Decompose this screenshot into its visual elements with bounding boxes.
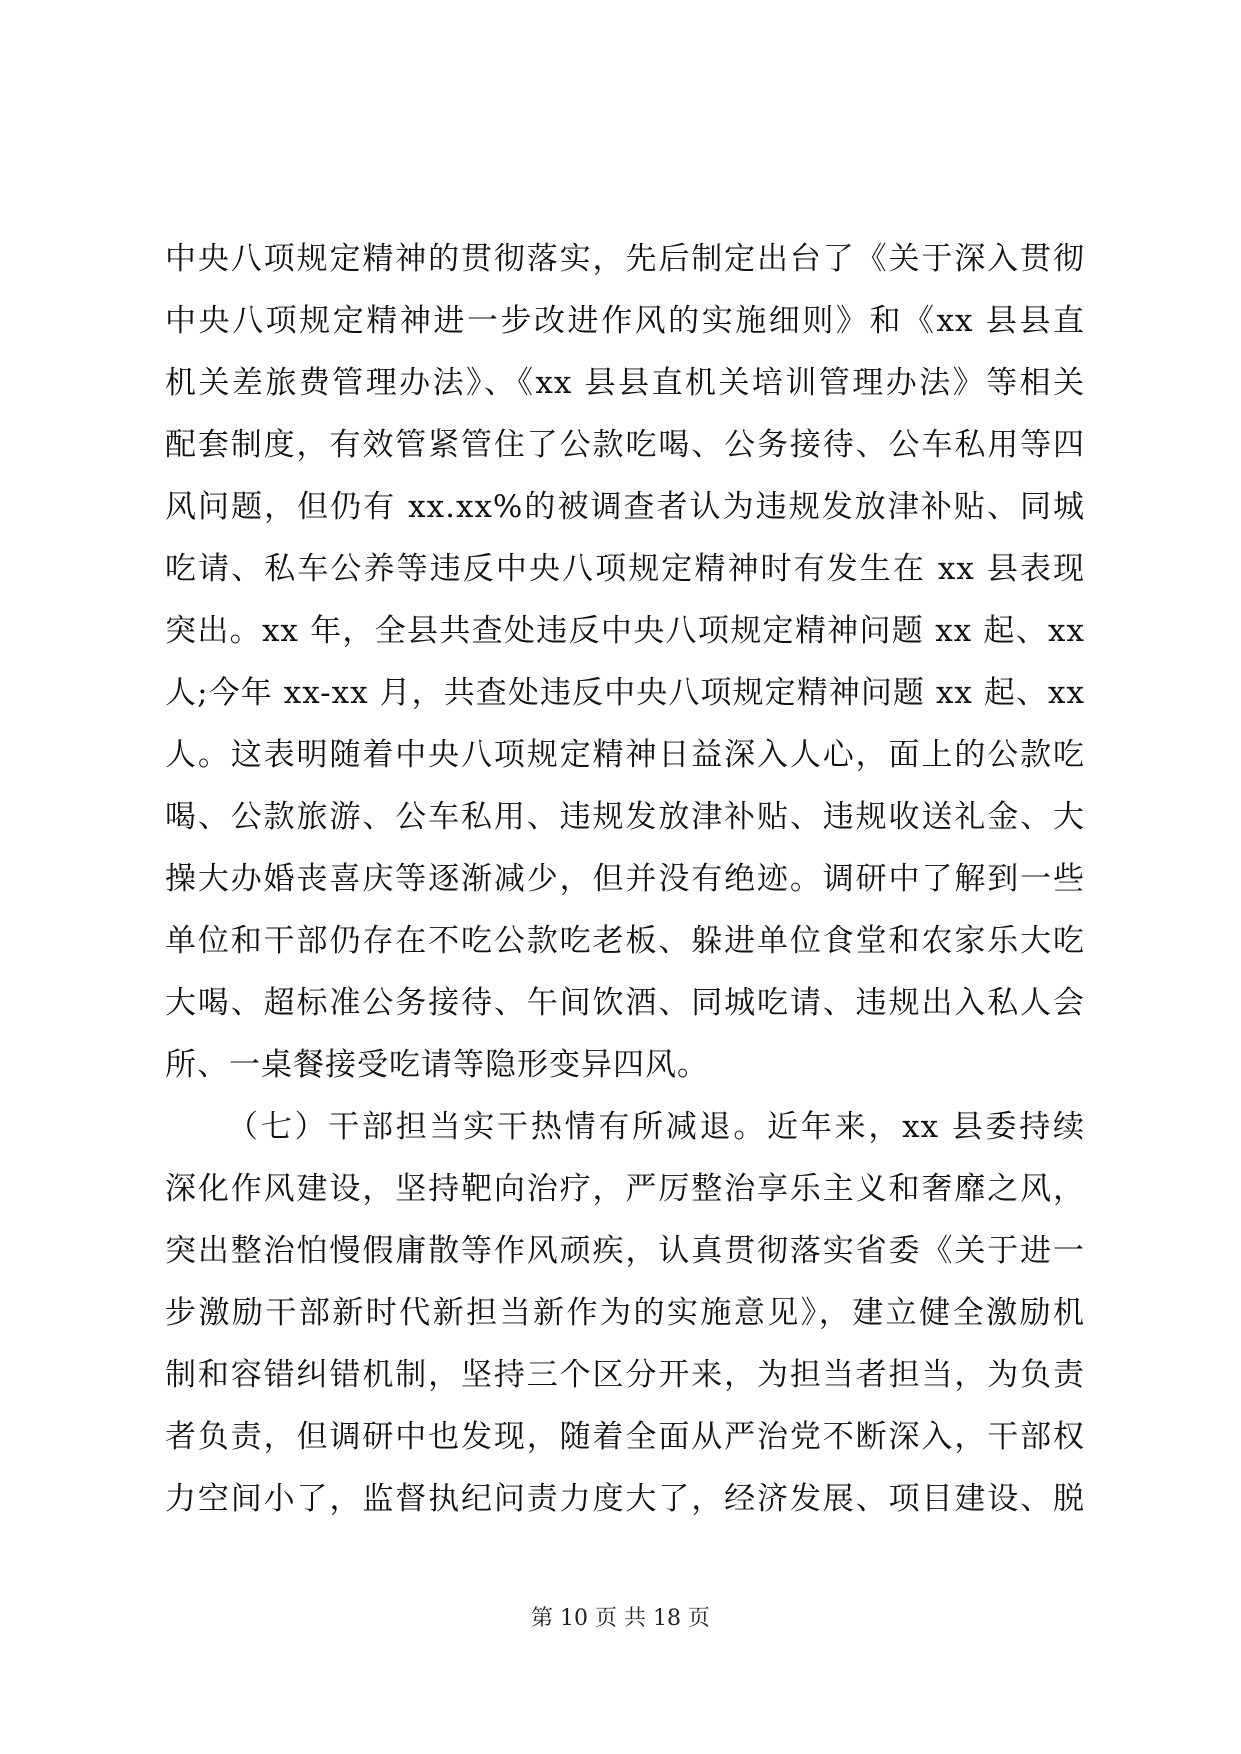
text-line: 操大办婚丧喜庆等逐渐减少，但并没有绝迹。调研中了解到一些: [165, 861, 1085, 897]
text-line: 力空间小了，监督执纪问责力度大了，经济发展、项目建设、脱: [165, 1481, 1085, 1517]
text-line: 配套制度，有效管紧管住了公款吃喝、公务接待、公车私用等四: [165, 427, 1085, 463]
text-line: 深化作风建设，坚持靶向治疗，严厉整治享乐主义和奢靡之风，: [165, 1171, 1085, 1207]
section-heading-line: （七）干部担当实干热情有所减退。近年来，xx 县委持续: [227, 1109, 1085, 1145]
text-line: 突出。xx 年，全县共查处违反中央八项规定精神问题 xx 起、xx: [165, 613, 1085, 649]
body-text: [165, 228, 1085, 1530]
text-line: 吃请、私车公养等违反中央八项规定精神时有发生在 xx 县表现: [165, 551, 1085, 587]
text-line: 中央八项规定精神的贯彻落实，先后制定出台了《关于深入贯彻: [165, 241, 1085, 277]
text-line: 人;今年 xx-xx 月，共查处违反中央八项规定精神问题 xx 起、xx: [165, 675, 1085, 711]
text-line: 中央八项规定精神进一步改进作风的实施细则》和《xx 县县直: [165, 303, 1085, 339]
page-number-footer: 第 10 页 共 18 页: [531, 1606, 710, 1631]
text-line: 突出整治怕慢假庸散等作风顽疾，认真贯彻落实省委《关于进一: [165, 1233, 1085, 1269]
text-line: 大喝、超标准公务接待、午间饮酒、同城吃请、违规出入私人会: [165, 985, 1085, 1021]
text-line: 步激励干部新时代新担当新作为的实施意见》，建立健全激励机: [165, 1295, 1085, 1331]
text-line: 风问题，但仍有 xx.xx%的被调查者认为违规发放津补贴、同城: [165, 489, 1085, 525]
text-line: 喝、公款旅游、公车私用、违规发放津补贴、违规收送礼金、大: [165, 799, 1085, 835]
text-line: 制和容错纠错机制，坚持三个区分开来，为担当者担当，为负责: [165, 1357, 1085, 1393]
text-line: 人。这表明随着中央八项规定精神日益深入人心，面上的公款吃: [165, 737, 1085, 773]
text-line: 单位和干部仍存在不吃公款吃老板、躲进单位食堂和农家乐大吃: [165, 923, 1085, 959]
text-line: 机关差旅费管理办法》、《xx 县县直机关培训管理办法》等相关: [165, 365, 1085, 401]
text-line: 者负责，但调研中也发现，随着全面从严治党不断深入，干部权: [165, 1419, 1085, 1455]
text-line-paragraph-end: 所、一桌餐接受吃请等隐形变异四风。: [165, 1047, 709, 1083]
